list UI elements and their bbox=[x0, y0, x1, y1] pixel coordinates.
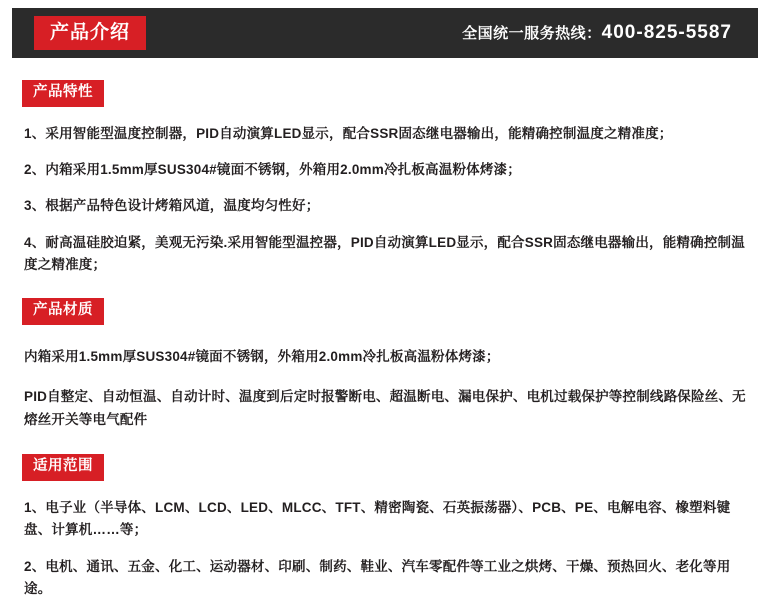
header-bar bbox=[12, 8, 758, 58]
list-item: 1、采用智能型温度控制器，PID自动演算LED显示，配合SSR固态继电器输出，能精确控制温度之精准度； bbox=[24, 125, 673, 141]
section-title-product-features: 产品特性 bbox=[22, 80, 104, 107]
header-title-tag: 产品介绍 bbox=[34, 16, 146, 51]
material-paragraph: PID自整定、自动恒温、自动计时、温度到后定时报警断电、超温断电、漏电保护、电机过载保护等控制线路保险丝、无熔丝开关等电气配件 bbox=[24, 388, 746, 428]
section-title-application-scope: 适用范围 bbox=[22, 454, 104, 481]
service-hotline-number: 400-825-5587 bbox=[601, 22, 732, 43]
application-scope-list bbox=[12, 497, 758, 600]
section-title-product-material: 产品材质 bbox=[22, 298, 104, 325]
service-hotline bbox=[462, 22, 732, 44]
list-item: 2、电机、通讯、五金、化工、运动器材、印刷、制药、鞋业、汽车零配件等工业之烘烤、干燥、预热回火、老化等用途。 bbox=[24, 558, 731, 596]
list-item: 4、耐高温硅胶迫紧，美观无污染.采用智能型温控器，PID自动演算LED显示，配合SSR固态继电器输出，能精确控制温度之精准度； bbox=[24, 234, 745, 272]
section-product-material bbox=[12, 298, 758, 432]
section-product-features bbox=[12, 80, 758, 276]
section-application-scope bbox=[12, 454, 758, 600]
product-features-list bbox=[12, 123, 758, 276]
product-introduction-page bbox=[0, 8, 770, 610]
list-item: 2、内箱采用1.5mm厚SUS304#镜面不锈钢，外箱用2.0mm冷扎板高温粉体烤漆； bbox=[24, 162, 521, 178]
material-paragraph: 内箱采用1.5mm厚SUS304#镜面不锈钢，外箱用2.0mm冷扎板高温粉体烤漆； bbox=[24, 349, 500, 365]
service-hotline-label: 全国统一服务热线： bbox=[462, 25, 602, 42]
list-item: 1、电子业（半导体、LCM、LCD、LED、MLCC、TFT、精密陶瓷、石英振荡器）、PCB、PE、电解电容、橡塑料键盘、计算机……等； bbox=[24, 500, 731, 538]
content-area bbox=[0, 80, 770, 600]
list-item: 3、根据产品特色设计烤箱风道，温度均匀性好； bbox=[24, 198, 320, 214]
